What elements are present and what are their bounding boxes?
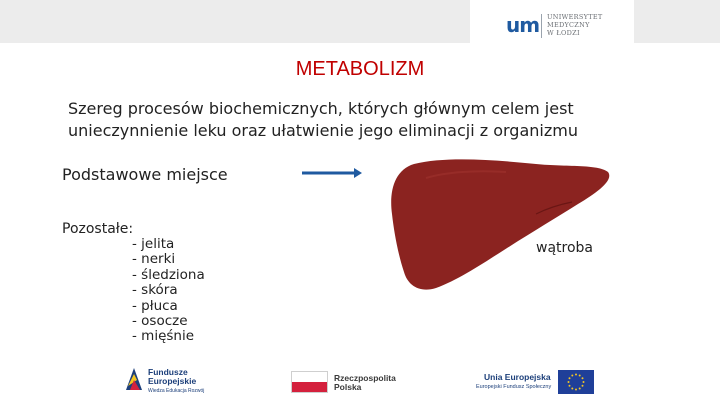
republic-name-line: Rzeczpospolita [334,373,396,383]
funds-name [148,368,196,386]
logo-divider [541,14,542,38]
poland-flag [291,371,328,393]
eu-flag [558,370,594,394]
slide-title: METABOLIZM [295,58,425,80]
definition-text [68,98,668,142]
liver-label: wątroba [536,240,593,256]
funds-name-line: Europejskie [148,376,197,386]
republic-name-line: Polska [334,382,362,392]
arrow-right-icon [302,167,362,179]
eu-subtitle: Europejski Fundusz Społeczny [476,384,552,390]
list-item: - osocze [132,313,188,330]
list-item: - nerki [132,251,176,268]
eu-title: Unia Europejska [484,372,551,382]
university-name [547,13,603,37]
university-name-line: UNIWERSYTET [547,13,603,21]
other-sites-list [132,237,205,345]
republic-name [334,374,396,392]
liver-illustration [386,158,612,294]
definition-line: Szereg procesów biochemicznych, których głównym celem jest [68,99,574,118]
university-logo [470,0,634,43]
university-name-line: MEDYCZNY [547,21,590,29]
fundusze-europejskie-logo [124,366,144,392]
funds-name-line: Fundusze [148,367,188,377]
other-sites-label: Pozostałe: [62,221,134,237]
definition-line: unieczynnienie leku oraz ułatwienie jego eliminacji z organizmu [68,121,578,140]
list-item: - jelita [132,236,175,252]
list-item: - skóra [132,282,178,299]
university-logo-mark: um [506,13,540,37]
list-item: - mięśnie [132,328,195,345]
university-name-line: W ŁODZI [547,29,580,37]
list-item: - płuca [132,297,178,314]
funds-subtitle: Wiedza Edukacja Rozwój [148,388,205,394]
primary-site-label: Podstawowe miejsce [62,165,228,184]
list-item: - śledziona [132,266,205,283]
